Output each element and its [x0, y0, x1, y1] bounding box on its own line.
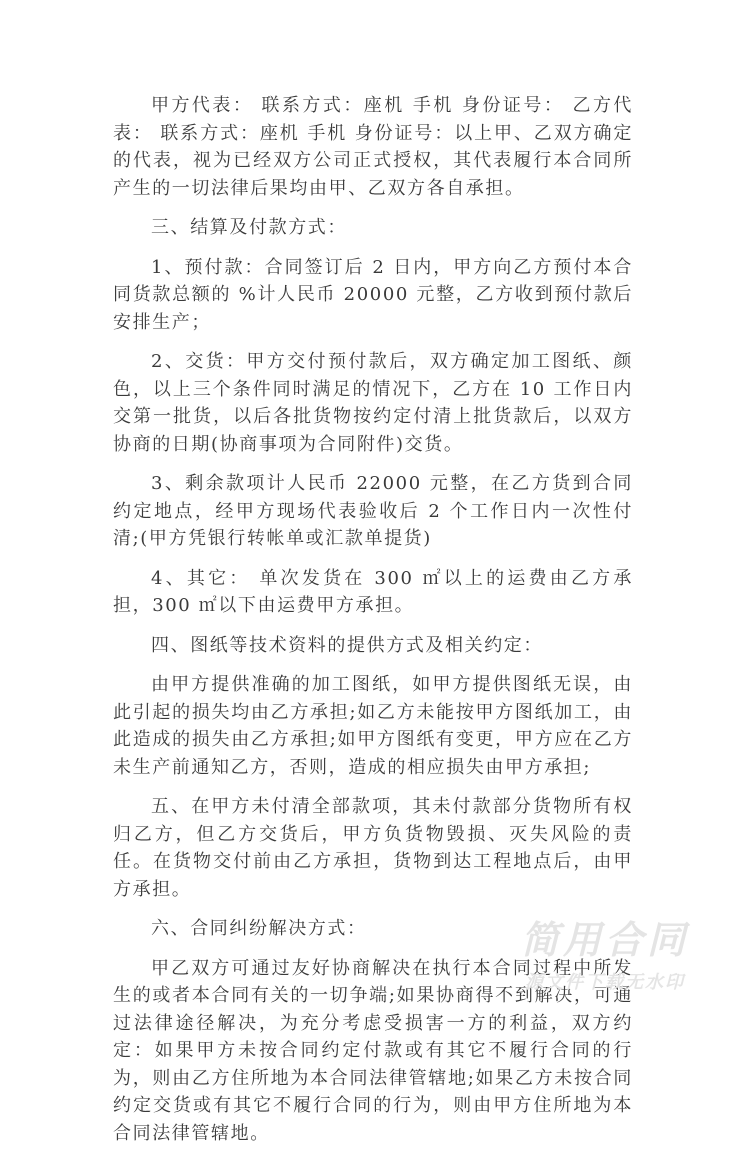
paragraph-remaining-payment: 3、剩余款项计人民币 22000 元整，在乙方货到合同约定地点，经甲方现场代表验收后 2 个工作日内一次性付清;(甲方凭银行转帐单或汇款单提货) — [113, 473, 633, 549]
heading-disputes: 六、合同纠纷解决方式： — [151, 918, 367, 939]
paragraph-disputes: 甲乙双方可通过友好协商解决在执行本合同过程中所发生的或者本合同有关的一切争端;如果协商得不到解决，可通过法律途径解决，为充分考虑受损害一方的利益，双方约定：如果甲方未按合同约定付款或有其它不履行合同的行为，则由乙方住所地为本合同法律管辖地;如果乙方未按合同约定交货或有其它不履行合同的行为，则由甲方住所地为本合同法律管辖地。 — [113, 957, 633, 1144]
paragraph-representatives: 甲方代表： 联系方式：座机 手机 身份证号： 乙方代表： 联系方式：座机 手机 身份证号：以上甲、乙双方确定的代表，视为已经双方公司正式授权，其代表履行本合同所产生的一切法律后果均由甲、乙双方各自承担。 — [113, 95, 633, 199]
paragraph-other: 4、其它： 单次发货在 300 ㎡以上的运费由乙方承担，300 ㎡以下由运费甲方承担。 — [113, 567, 633, 616]
watermark — [510, 918, 700, 998]
watermark-title: 简用合同 — [520, 918, 689, 962]
paragraph-delivery: 2、交货：甲方交付预付款后，双方确定加工图纸、颜色，以上三个条件同时满足的情况下，乙方在 10 工作日内交第一批货，以后各批货物按约定付清上批货款后，以双方协商的日期(协商事项为合同附件)交货。 — [113, 351, 633, 455]
paragraph-ownership: 五、在甲方未付清全部款项，其未付款部分货物所有权归乙方，但乙方交货后，甲方负货物毁损、灭失风险的责任。在货物交付前由乙方承担，货物到达工程地点后，由甲方承担。 — [113, 796, 633, 900]
heading-drawings: 四、图纸等技术资料的提供方式及相关约定： — [151, 634, 543, 656]
heading-settlement: 三、结算及付款方式： — [151, 217, 347, 238]
paragraph-prepayment: 1、预付款：合同签订后 2 日内，甲方向乙方预付本合同货款总额的 %计人民币 20000 元整，乙方收到预付款后安排生产； — [113, 256, 633, 333]
paragraph-drawings: 由甲方提供准确的加工图纸，如甲方提供图纸无误，由此引起的损失均由乙方承担;如乙方未能按甲方图纸加工，由此造成的损失由乙方承担;如甲方图纸有变更，甲方应在乙方未生产前通知乙方，否则，造成的相应损失由甲方承担; — [113, 674, 633, 778]
watermark-subtitle: 源文件下载无水印 — [525, 972, 685, 993]
document-body — [113, 92, 633, 1159]
